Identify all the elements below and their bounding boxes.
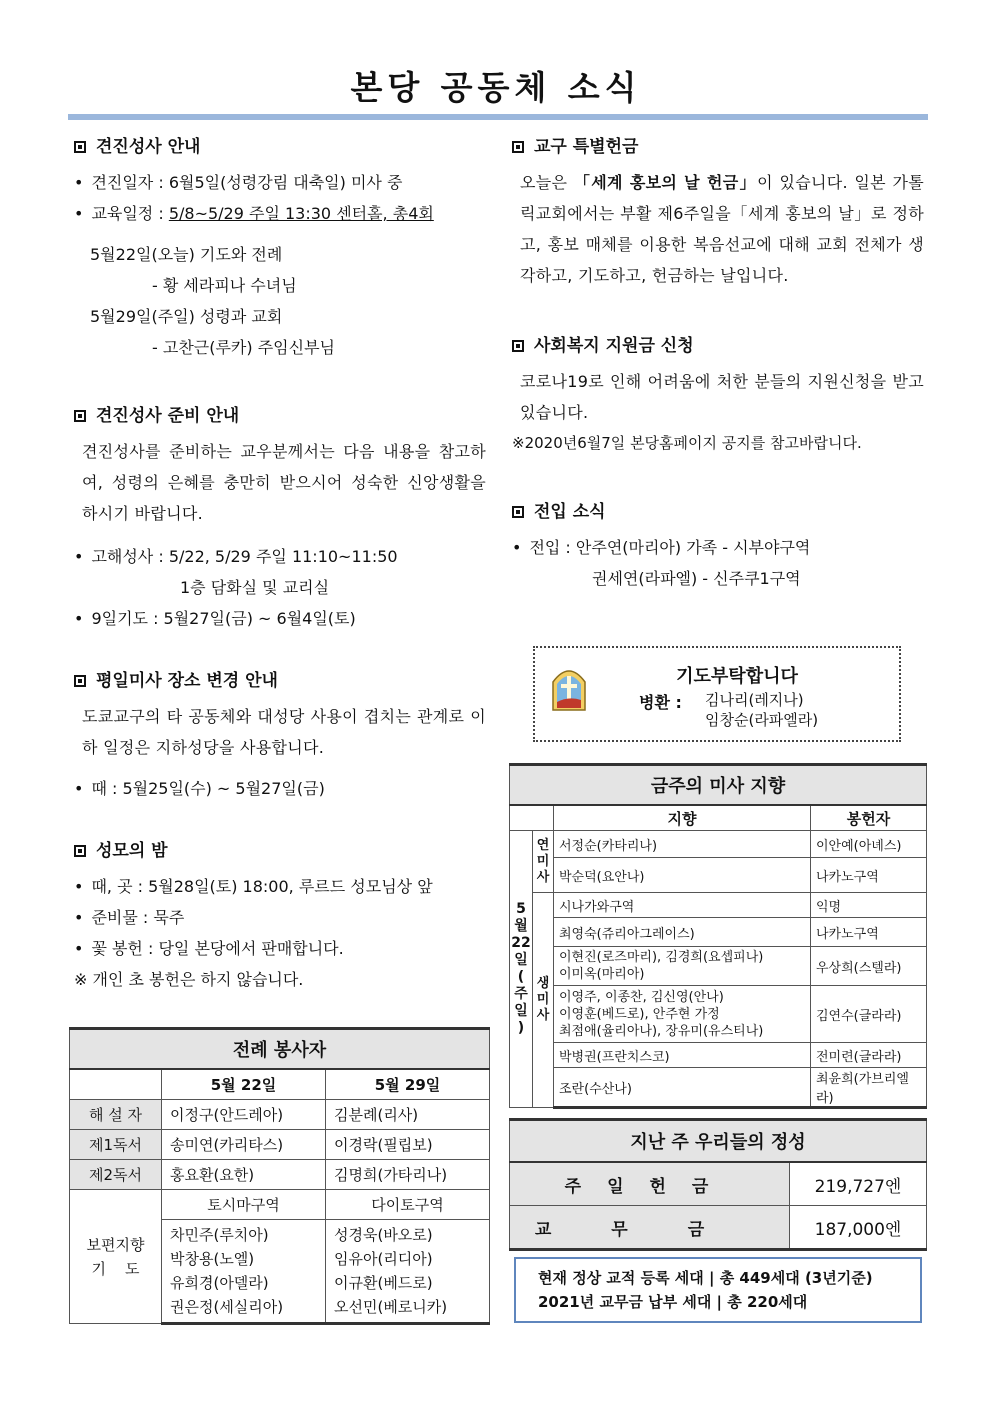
- column-header: 지향: [554, 805, 811, 831]
- novena: • 9일기도 : 5월27일(금) ~ 6월4일(토): [74, 603, 490, 634]
- column-header: 봉헌자: [811, 805, 927, 831]
- right-column: [512, 132, 928, 594]
- square-bullet-icon: [74, 675, 86, 687]
- table-row: 주일헌금 219,727엔: [510, 1162, 927, 1206]
- column-header: 5월 29일: [326, 1069, 490, 1100]
- confession-schedule: • 고해성사 : 5/22, 5/29 주일 11:10~11:50: [74, 541, 490, 572]
- mass-intention-table: 금주의 미사 지향 지향 봉헌자 5 월 22 일 ( 주 일 ) 연 미 사 서정순(카타리나) 이안예(아녜스) 박순덕(요안나) 나카노구역 생 미 사 시나가와구역 익명 최영숙(쥬리아그레이스) 나카노구역 이현진(로즈마리), 김경희(요셉피나) 이미옥(마리아) 우상희(스텔라) 이영주, 이종찬, 김신영(안나) 이영훈(베드로), 안주현 가정 최점애(율리아나), 장유미(유스티나) 김연수(글라라) 박병권(프란치스코) 전미련(글라라) 조란(수산나) 최윤희(가브리엘라): [509, 763, 927, 1109]
- square-bullet-icon: [512, 340, 524, 352]
- table-row: 해 설 자 이정구(안드레아) 김분례(리사): [70, 1100, 490, 1130]
- registration-stats: 현재 정상 교적 등록 세대 | 총 449세대 (3년기준) 2021년 교무금 납부 세대 | 총 220세대: [514, 1257, 922, 1323]
- section-heading: 사회복지 지원금 신청: [512, 331, 928, 356]
- session-2-speaker: - 고찬근(루카) 주임신부님: [152, 338, 335, 357]
- table-title: 금주의 미사 지향: [510, 765, 927, 806]
- session-2: 5월29일(주일) 성령과 교회: [90, 307, 283, 326]
- mary-note: ※ 개인 초 봉헌은 하지 않습니다.: [74, 970, 304, 989]
- prep-text: 견진성사를 준비하는 교우분께서는 다음 내용을 참고하여, 성령의 은혜를 충만히 받으시어 성숙한 신앙생활을 하시기 바랍니다.: [82, 442, 486, 523]
- section-heading: 성모의 밤: [74, 836, 490, 861]
- offering-table: [509, 1118, 927, 1251]
- liturgy-servers-table: 전례 봉사자 5월 22일 5월 29일 해 설 자 이정구(안드레아) 김분례(리사) 제1독서 송미연(카리타스) 이경락(필립보) 제2독서 홍요환(요한) 김명희(가타리나) 보편지향 기 도 토시마구역 다이토구역 차민주(루치아) 박창용(노엘) 유희경(아델라) 권은정(세실리아) 성경욱(바오로) 임유아(리디아) 이규환(베드로) 오선민(베로니카): [69, 1027, 490, 1325]
- confession-place: 1층 담화실 및 교리실: [180, 578, 330, 597]
- illness-label: 병환 :: [639, 693, 682, 712]
- section-heading: 견진성사 안내: [74, 132, 490, 157]
- table-row: 제2독서 홍요환(요한) 김명희(가타리나): [70, 1160, 490, 1190]
- transfer-2: 권세연(라파엘) - 신주쿠1구역: [592, 569, 801, 588]
- area1-names: 차민주(루치아) 박창용(노엘) 유희경(아델라) 권은정(세실리아): [162, 1220, 326, 1324]
- page-title: 본당 공동체 소식: [350, 68, 642, 107]
- mary-flowers: • 꽃 봉헌 : 당일 본당에서 판매합니다.: [74, 933, 490, 964]
- weekday-when: • 때 : 5월25일(수) ~ 5월27일(금): [74, 773, 490, 804]
- weekday-text: 도쿄교구의 타 공동체와 대성당 사용이 겹치는 관계로 이하 일정은 지하성당을 사용합니다.: [82, 707, 486, 757]
- prayer-request-box: [533, 646, 901, 742]
- welfare-note: ※2020년6월7일 본당홈페이지 공지를 참고바랍니다.: [512, 434, 862, 452]
- table-row: 교무금 187,000엔: [510, 1206, 927, 1250]
- left-column: [74, 132, 490, 995]
- section-heading: 평일미사 장소 변경 안내: [74, 666, 490, 691]
- square-bullet-icon: [74, 141, 86, 153]
- universal-prayer-label: 보편지향 기 도: [70, 1190, 162, 1324]
- welfare-text: 코로나19로 인해 어려움에 처한 분들의 지원신청을 받고 있습니다.: [520, 372, 924, 422]
- section-heading: 전입 소식: [512, 497, 928, 522]
- column-header: 5월 22일: [162, 1069, 326, 1100]
- living-mass-label: 생 미 사: [533, 893, 554, 1108]
- square-bullet-icon: [74, 410, 86, 422]
- prayer-names: 김나리(레지나) 임창순(라파엘라): [705, 691, 819, 729]
- table-title: 전례 봉사자: [70, 1029, 490, 1070]
- square-bullet-icon: [74, 845, 86, 857]
- session-1: 5월22일(오늘) 기도와 전례: [90, 245, 283, 264]
- mary-supplies: • 준비물 : 묵주: [74, 902, 490, 933]
- mary-time-place: • 때, 곳 : 5월28일(토) 18:00, 루르드 성모님상 앞: [74, 871, 490, 902]
- square-bullet-icon: [512, 506, 524, 518]
- square-bullet-icon: [512, 141, 524, 153]
- special-offering-text: 오늘은 「세계 홍보의 날 헌금」이 있습니다. 일본 가톨릭교회에서는 부활 제6주일을「세계 홍보의 날」로 정하고, 홍보 매체를 이용한 복음선교에 대해 교회 전체가 생각하고, 기도하고, 헌금하는 날입니다.: [520, 173, 924, 285]
- section-heading: 교구 특별헌금: [512, 132, 928, 157]
- confirmation-education: • 교육일정 : 5/8~5/29 주일 13:30 센터홀, 총4회: [74, 198, 490, 229]
- table-title: 지난 주 우리들의 정성: [510, 1120, 927, 1163]
- transfer-1: • 전입 : 안주연(마리아) 가족 - 시부야구역: [512, 532, 928, 563]
- title-divider: [68, 114, 928, 120]
- session-1-speaker: - 황 세라피나 수녀님: [152, 276, 297, 295]
- memorial-mass-label: 연 미 사: [533, 831, 554, 893]
- confirmation-date: • 견진일자 : 6월5일(성령강림 대축일) 미사 중: [74, 167, 490, 198]
- prayer-heading: 기도부탁합니다: [676, 666, 798, 687]
- area2-names: 성경욱(바오로) 임유아(리디아) 이규환(베드로) 오선민(베로니카): [326, 1220, 490, 1324]
- mass-date: 5 월 22 일 ( 주 일 ): [510, 831, 533, 1108]
- section-heading: 견진성사 준비 안내: [74, 401, 490, 426]
- table-row: 제1독서 송미연(카리타스) 이경락(필립보): [70, 1130, 490, 1160]
